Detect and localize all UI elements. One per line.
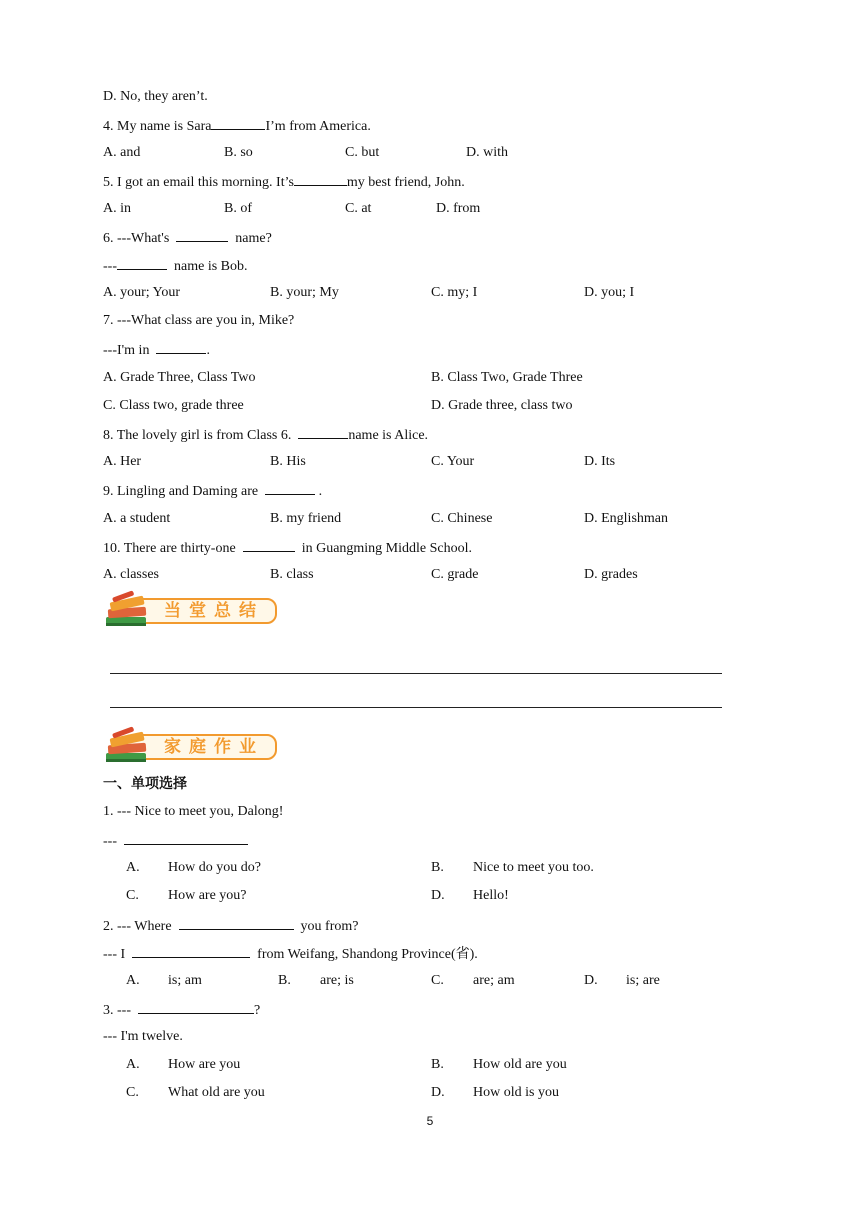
- answer-blank: [176, 228, 228, 242]
- hw2-option-a-text: is; am: [168, 973, 202, 988]
- books-icon: [103, 590, 153, 632]
- q5-option-c: C. at: [345, 201, 372, 216]
- answer-blank: [298, 425, 348, 439]
- answer-line: [110, 673, 722, 674]
- hw3-option-a-text: How are you: [168, 1057, 241, 1072]
- q4-option-d: D. with: [466, 145, 508, 160]
- section-banner-summary: [103, 590, 281, 632]
- q6-line1-suffix: name?: [235, 231, 272, 246]
- q7-option-d: D. Grade three, class two: [431, 398, 573, 413]
- hw3-line1: [103, 1000, 260, 1020]
- hw2-line2-prefix: --- I: [103, 947, 126, 962]
- q10-stem-suffix: in Guangming Middle School.: [301, 541, 473, 556]
- hw1-line1: 1. --- Nice to meet you, Dalong!: [103, 804, 284, 819]
- answer-line: [110, 707, 722, 708]
- q7-line1: 7. ---What class are you in, Mike?: [103, 313, 295, 328]
- hw3-option-c-text: What old are you: [168, 1085, 265, 1100]
- q7-line2-prefix: ---I'm in: [103, 343, 150, 358]
- hw3-option-c-letter: C.: [126, 1085, 139, 1100]
- q5-stem-prefix: 5. I got an email this morning. It’s: [103, 175, 294, 190]
- answer-blank: [156, 340, 206, 354]
- hw1-option-b-letter: B.: [431, 860, 444, 875]
- hw3-line1-prefix: 3. ---: [103, 1003, 131, 1018]
- q8-option-d: D. Its: [584, 454, 616, 469]
- hw1-option-a-letter: A.: [126, 860, 140, 875]
- hw2-option-b-text: are; is: [320, 973, 354, 988]
- q8-stem-suffix: name is Alice.: [348, 428, 429, 443]
- q6-option-b: B. your; My: [270, 285, 339, 300]
- q10-option-c: C. grade: [431, 567, 479, 582]
- q10-option-d: D. grades: [584, 567, 638, 582]
- hw2-option-c-letter: C.: [431, 973, 444, 988]
- q8-stem-prefix: 8. The lovely girl is from Class 6.: [103, 428, 292, 443]
- hw2-option-c-text: are; am: [473, 973, 515, 988]
- hw1-option-d-letter: D.: [431, 888, 445, 903]
- q4-option-c: C. but: [345, 145, 380, 160]
- banner-title: 当堂总结: [164, 601, 264, 621]
- hw3-option-d-letter: D.: [431, 1085, 445, 1100]
- answer-blank: [243, 538, 295, 552]
- q10-stem-prefix: 10. There are thirty-one: [103, 541, 236, 556]
- q8-option-a: A. Her: [103, 454, 142, 469]
- hw2-option-d-letter: D.: [584, 973, 598, 988]
- hw1-line2: [103, 831, 248, 851]
- hw3-option-b-text: How old are you: [473, 1057, 567, 1072]
- q6-line1: [103, 228, 272, 248]
- q5-option-d: D. from: [436, 201, 481, 216]
- answer-blank: [294, 172, 347, 186]
- q7-option-a: A. Grade Three, Class Two: [103, 370, 256, 385]
- q6-line1-prefix: 6. ---What's: [103, 231, 170, 246]
- q10-option-b: B. class: [270, 567, 314, 582]
- answer-blank: [265, 481, 315, 495]
- q7-option-b: B. Class Two, Grade Three: [431, 370, 583, 385]
- q4-stem-suffix: I’m from America.: [265, 119, 371, 134]
- answer-blank: [132, 944, 250, 958]
- hw1-option-d-text: Hello!: [473, 888, 509, 903]
- section-banner-homework: [103, 726, 281, 768]
- q9-option-c: C. Chinese: [431, 511, 493, 526]
- hw2-option-b-letter: B.: [278, 973, 291, 988]
- q4-option-a: A. and: [103, 145, 141, 160]
- hw1-option-b-text: Nice to meet you too.: [473, 860, 594, 875]
- q4-stem: [103, 116, 371, 136]
- q4-option-b: B. so: [224, 145, 253, 160]
- q6-line2-prefix: ---: [103, 259, 117, 274]
- hw1-line2-prefix: ---: [103, 834, 117, 849]
- hw2-line1-suffix: you from?: [300, 919, 359, 934]
- page-number: 5: [426, 1114, 434, 1128]
- hw1-option-c-text: How are you?: [168, 888, 247, 903]
- q10-stem: [103, 538, 472, 558]
- answer-blank: [211, 116, 265, 130]
- q9-stem-suffix: .: [318, 484, 323, 499]
- q9-option-d: D. Englishman: [584, 511, 668, 526]
- banner-title: 家庭作业: [164, 737, 264, 757]
- q5-stem: [103, 172, 465, 192]
- hw3-line1-suffix: ?: [254, 1003, 261, 1018]
- q7-line2-suffix: .: [206, 343, 210, 358]
- q5-option-a: A. in: [103, 201, 131, 216]
- hw3-option-d-text: How old is you: [473, 1085, 559, 1100]
- q5-option-b: B. of: [224, 201, 252, 216]
- q6-line2-suffix: name is Bob.: [174, 259, 248, 274]
- hw3-option-a-letter: A.: [126, 1057, 140, 1072]
- books-icon: [103, 726, 153, 768]
- hw2-line2-suffix: from Weifang, Shandong Province(省).: [257, 947, 478, 962]
- answer-blank: [179, 916, 294, 930]
- hw2-line2: [103, 944, 478, 964]
- hw2-option-a-letter: A.: [126, 973, 140, 988]
- q6-option-a: A. your; Your: [103, 285, 181, 300]
- q9-stem: [103, 481, 322, 501]
- q5-stem-suffix: my best friend, John.: [346, 175, 465, 190]
- q7-option-c: C. Class two, grade three: [103, 398, 244, 413]
- q9-stem-prefix: 9. Lingling and Daming are: [103, 484, 259, 499]
- hw1-option-c-letter: C.: [126, 888, 139, 903]
- q8-option-b: B. His: [270, 454, 306, 469]
- hw3-line2: --- I'm twelve.: [103, 1029, 183, 1044]
- q6-line2: [103, 256, 248, 276]
- q4-stem-prefix: 4. My name is Sara: [103, 119, 212, 134]
- q8-option-c: C. Your: [431, 454, 475, 469]
- q7-line2: [103, 340, 210, 360]
- q10-option-a: A. classes: [103, 567, 159, 582]
- hw1-option-a-text: How do you do?: [168, 860, 261, 875]
- q9-option-b: B. my friend: [270, 511, 342, 526]
- hw2-option-d-text: is; are: [626, 973, 660, 988]
- hw2-line1: [103, 916, 358, 936]
- q3-option-d: D. No, they aren’t.: [103, 89, 208, 104]
- answer-blank: [117, 256, 167, 270]
- q6-option-c: C. my; I: [431, 285, 478, 300]
- answer-blank: [124, 831, 248, 845]
- answer-blank: [138, 1000, 254, 1014]
- hw2-line1-prefix: 2. --- Where: [103, 919, 172, 934]
- homework-section-heading: 一、单项选择: [103, 776, 187, 792]
- hw3-option-b-letter: B.: [431, 1057, 444, 1072]
- q8-stem: [103, 425, 428, 445]
- q6-option-d: D. you; I: [584, 285, 635, 300]
- q9-option-a: A. a student: [103, 511, 171, 526]
